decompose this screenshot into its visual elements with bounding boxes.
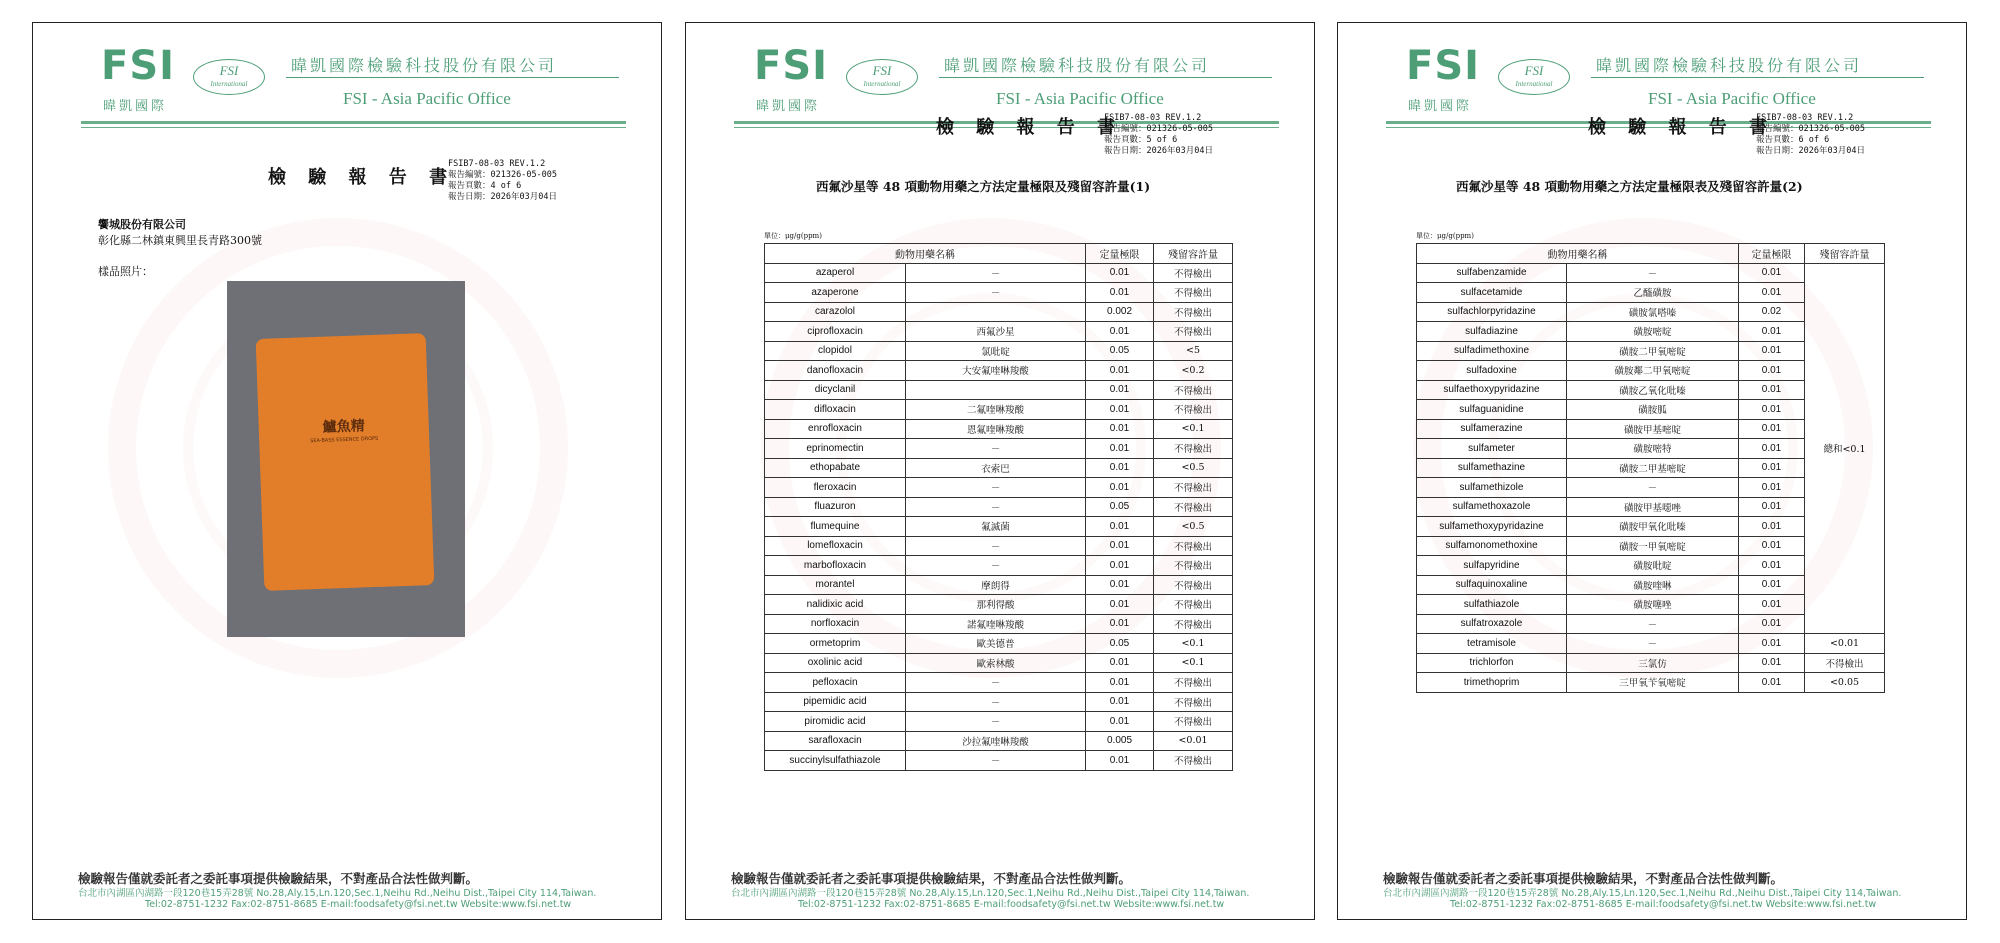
table-row (765, 497, 1233, 517)
drug-name-zh: － (906, 692, 1086, 712)
disclaimer: 檢驗報告僅就委託者之委託事項提供檢驗結果，不對產品合法性做判斷。 (1383, 871, 1784, 886)
drug-name-zh: 磺胺吡啶 (1567, 556, 1739, 576)
header-rule (81, 121, 626, 124)
loq-value: 0.01 (1086, 517, 1154, 537)
table-body (765, 263, 1233, 770)
fsi-international-emblem: FSI International (193, 59, 265, 95)
drug-name-zh: 乙醯磺胺 (1567, 283, 1739, 303)
loq-value: 0.01 (1086, 322, 1154, 342)
drug-name-en: difloxacin (765, 400, 906, 420)
drug-name-en: carazolol (765, 302, 906, 322)
logo-subtitle: 暐凱國際 (1408, 99, 1473, 114)
drug-name-en: sulfabenzamide (1417, 263, 1567, 283)
table-title: 西氟沙星等 48 項動物用藥之方法定量極限及殘留容許量(1) (816, 179, 1151, 194)
loq-value: 0.01 (1739, 595, 1805, 615)
drug-name-zh: － (906, 673, 1086, 693)
table-row (765, 712, 1233, 732)
drug-name-zh: 磺胺鄰二甲氧嘧啶 (1567, 361, 1739, 381)
disclaimer: 檢驗報告僅就委託者之委託事項提供檢驗結果，不對產品合法性做判斷。 (78, 871, 479, 886)
table-header-row (765, 244, 1233, 264)
letterhead (81, 37, 626, 137)
table-row (765, 673, 1233, 693)
mrl-value: 不得檢出 (1154, 673, 1233, 693)
loq-value: 0.01 (1086, 712, 1154, 732)
mrl-value: <0.5 (1154, 458, 1233, 478)
drug-name-zh: － (906, 283, 1086, 303)
drug-name-en: eprinomectin (765, 439, 906, 459)
loq-value: 0.01 (1739, 478, 1805, 498)
drug-name-en: sulfadimethoxine (1417, 341, 1567, 361)
table-row (765, 517, 1233, 537)
loq-value: 0.01 (1086, 673, 1154, 693)
mrl-value: 不得檢出 (1154, 478, 1233, 498)
header-mrl: 殘留容許量 (1154, 244, 1233, 264)
fsi-logo: FSI (754, 43, 829, 89)
product-subtitle: SEA-BASS ESSENCE DROPS (310, 435, 379, 445)
mrl-merged-value: 總和<0.1 (1805, 263, 1885, 634)
header-drug-name: 動物用藥名稱 (765, 244, 1086, 264)
disclaimer: 檢驗報告僅就委託者之委託事項提供檢驗結果，不對產品合法性做判斷。 (731, 871, 1132, 886)
company-name: 暐凱國際檢驗科技股份有限公司 (944, 56, 1211, 75)
drug-name-zh: － (1567, 263, 1739, 283)
mrl-value: <0.2 (1154, 361, 1233, 381)
mrl-value: <0.05 (1805, 673, 1885, 693)
product-pouch (256, 333, 435, 591)
drug-name-zh: 西氟沙星 (906, 322, 1086, 342)
loq-value: 0.01 (1086, 556, 1154, 576)
loq-value: 0.05 (1086, 634, 1154, 654)
company-name: 暐凱國際檢驗科技股份有限公司 (291, 56, 558, 75)
drug-name-en: trimethoprim (1417, 673, 1567, 693)
mrl-value: 不得檢出 (1154, 536, 1233, 556)
table-row (765, 575, 1233, 595)
table-row (765, 361, 1233, 381)
mrl-value: <5 (1154, 341, 1233, 361)
drug-name-en: sarafloxacin (765, 731, 906, 751)
drug-name-zh: 磺胺二甲氧嘧啶 (1567, 341, 1739, 361)
drug-name-en: succinylsulfathiazole (765, 751, 906, 771)
header-loq: 定量極限 (1739, 244, 1805, 264)
report-page-4 (32, 22, 662, 920)
loq-value: 0.01 (1739, 497, 1805, 517)
drug-name-en: ethopabate (765, 458, 906, 478)
client-address: 彰化縣二林鎮東興里長青路300號 (98, 234, 262, 247)
drug-name-en: nalidixic acid (765, 595, 906, 615)
fsi-logo: FSI (101, 43, 176, 89)
drug-name-en: sulfamethazine (1417, 458, 1567, 478)
drug-name-zh: 恩氟喹啉羧酸 (906, 419, 1086, 439)
fsi-logo: FSI (1406, 43, 1481, 89)
loq-value: 0.01 (1739, 458, 1805, 478)
table-row (765, 341, 1233, 361)
loq-value: 0.01 (1086, 692, 1154, 712)
drug-name-en: piromidic acid (765, 712, 906, 732)
loq-value: 0.01 (1086, 458, 1154, 478)
loq-value: 0.05 (1086, 341, 1154, 361)
sample-photo-label: 樣品照片： (98, 265, 153, 278)
loq-value: 0.01 (1086, 283, 1154, 303)
mrl-value: 不得檢出 (1154, 439, 1233, 459)
drug-limits-table (1416, 243, 1885, 693)
table-row (765, 380, 1233, 400)
drug-name-en: morantel (765, 575, 906, 595)
divider (286, 77, 619, 78)
mrl-value: 不得檢出 (1805, 653, 1885, 673)
table-row (1417, 263, 1885, 283)
table-row (765, 400, 1233, 420)
table-body (1417, 263, 1885, 692)
loq-value: 0.01 (1739, 263, 1805, 283)
loq-value: 0.01 (1739, 653, 1805, 673)
drug-name-zh: 三氯仿 (1567, 653, 1739, 673)
loq-value: 0.01 (1739, 517, 1805, 537)
drug-name-en: fleroxacin (765, 478, 906, 498)
mrl-value: 不得檢出 (1154, 692, 1233, 712)
drug-name-en: azaperone (765, 283, 906, 303)
table-row (765, 692, 1233, 712)
loq-value: 0.01 (1086, 653, 1154, 673)
mrl-value: 不得檢出 (1154, 302, 1233, 322)
office-name: FSI - Asia Pacific Office (996, 89, 1164, 108)
drug-name-en: sulfatroxazole (1417, 614, 1567, 634)
drug-name-en: clopidol (765, 341, 906, 361)
loq-value: 0.01 (1086, 380, 1154, 400)
drug-name-zh: 諾氟喹啉羧酸 (906, 614, 1086, 634)
table-row (765, 731, 1233, 751)
mrl-value: 不得檢出 (1154, 283, 1233, 303)
loq-value: 0.002 (1086, 302, 1154, 322)
mrl-value: <0.1 (1154, 419, 1233, 439)
mrl-value: 不得檢出 (1154, 556, 1233, 576)
drug-name-en: pipemidic acid (765, 692, 906, 712)
table-row (765, 478, 1233, 498)
drug-name-zh (906, 302, 1086, 322)
drug-name-en: sulfachlorpyridazine (1417, 302, 1567, 322)
drug-name-zh: 磺胺氯嗒嗪 (1567, 302, 1739, 322)
drug-name-zh: 那利得酸 (906, 595, 1086, 615)
drug-name-zh: － (906, 497, 1086, 517)
drug-name-zh: 磺胺嘧啶 (1567, 322, 1739, 342)
table-row (765, 614, 1233, 634)
drug-name-zh: － (1567, 614, 1739, 634)
fsi-international-emblem: FSI International (846, 59, 918, 95)
drug-name-en: lomefloxacin (765, 536, 906, 556)
mrl-value: <0.5 (1154, 517, 1233, 537)
drug-name-en: fluazuron (765, 497, 906, 517)
drug-name-zh: 磺胺喹啉 (1567, 575, 1739, 595)
office-name: FSI - Asia Pacific Office (343, 89, 511, 108)
loq-value: 0.01 (1086, 400, 1154, 420)
drug-name-zh: 磺胺甲基噁唑 (1567, 497, 1739, 517)
drug-name-zh: 磺胺乙氧化吡嗪 (1567, 380, 1739, 400)
unit-label: 單位：μg/g(ppm) (764, 232, 822, 240)
drug-name-zh: － (906, 536, 1086, 556)
product-name: 鱸魚精 (322, 418, 366, 436)
drug-name-zh: 沙拉氟喹啉羧酸 (906, 731, 1086, 751)
table-row (765, 283, 1233, 303)
logo-subtitle: 暐凱國際 (756, 99, 821, 114)
drug-name-en: ormetoprim (765, 634, 906, 654)
mrl-value: <0.1 (1154, 653, 1233, 673)
drug-name-zh: 氯吡啶 (906, 341, 1086, 361)
footer-address: 台北市內湖區內湖路一段120巷15弄28號 No.28,Aly.15,Ln.120,Sec.1,Neihu Rd.,Neihu Dist.,Taipei City 114,Taiwan. (731, 888, 1250, 899)
loq-value: 0.01 (1739, 400, 1805, 420)
drug-name-zh: 磺胺甲基嘧啶 (1567, 419, 1739, 439)
mrl-value: 不得檢出 (1154, 380, 1233, 400)
loq-value: 0.01 (1739, 614, 1805, 634)
drug-name-zh: 歐美德普 (906, 634, 1086, 654)
drug-name-en: sulfameter (1417, 439, 1567, 459)
drug-name-en: azaperol (765, 263, 906, 283)
loq-value: 0.01 (1739, 380, 1805, 400)
drug-name-en: tetramisole (1417, 634, 1567, 654)
table-row (765, 419, 1233, 439)
drug-name-zh: 二氟喹啉羧酸 (906, 400, 1086, 420)
drug-name-en: sulfaquinoxaline (1417, 575, 1567, 595)
drug-name-zh: 歐索林酸 (906, 653, 1086, 673)
table-row (765, 751, 1233, 771)
loq-value: 0.01 (1739, 536, 1805, 556)
report-meta: FSIB7-08-03 REV.1.2 報告編號：021326-05-005 報告頁數：4 of 6 報告日期：2026年03月04日 (448, 159, 558, 202)
drug-name-zh: 磺胺噻唑 (1567, 595, 1739, 615)
report-meta: FSIB7-08-03 REV.1.2 報告編號：021326-05-005 報告頁數：6 of 6 報告日期：2026年03月04日 (1756, 113, 1866, 156)
drug-name-en: enrofloxacin (765, 419, 906, 439)
drug-name-zh: － (906, 556, 1086, 576)
loq-value: 0.02 (1739, 302, 1805, 322)
loq-value: 0.01 (1739, 556, 1805, 576)
loq-value: 0.01 (1086, 419, 1154, 439)
drug-name-zh: 磺胺一甲氧嘧啶 (1567, 536, 1739, 556)
drug-name-en: sulfacetamide (1417, 283, 1567, 303)
loq-value: 0.01 (1086, 614, 1154, 634)
drug-name-en: sulfapyridine (1417, 556, 1567, 576)
table-row (765, 536, 1233, 556)
loq-value: 0.01 (1086, 536, 1154, 556)
sample-photo (227, 281, 465, 637)
loq-value: 0.01 (1086, 751, 1154, 771)
drug-name-zh: 氟滅菌 (906, 517, 1086, 537)
loq-value: 0.01 (1086, 439, 1154, 459)
company-name: 暐凱國際檢驗科技股份有限公司 (1596, 56, 1863, 75)
mrl-value: <0.01 (1805, 634, 1885, 654)
drug-name-zh: － (906, 751, 1086, 771)
loq-value: 0.01 (1739, 322, 1805, 342)
table-header-row (1417, 244, 1885, 264)
drug-name-zh: － (906, 712, 1086, 732)
loq-value: 0.01 (1086, 575, 1154, 595)
drug-name-en: sulfathiazole (1417, 595, 1567, 615)
report-page-6 (1337, 22, 1967, 920)
client-info (98, 217, 262, 249)
unit-label: 單位：μg/g(ppm) (1416, 232, 1474, 240)
loq-value: 0.01 (1739, 634, 1805, 654)
loq-value: 0.01 (1739, 439, 1805, 459)
table-row (765, 653, 1233, 673)
footer-contact: Tel:02-8751-1232 Fax:02-8751-8685 E-mail:foodsafety@fsi.net.tw Website:www.fsi.net.tw (798, 899, 1225, 910)
loq-value: 0.01 (1086, 361, 1154, 381)
mrl-value: 不得檢出 (1154, 497, 1233, 517)
table-row (1417, 673, 1885, 693)
drug-name-en: trichlorfon (1417, 653, 1567, 673)
header-loq: 定量極限 (1086, 244, 1154, 264)
mrl-value: 不得檢出 (1154, 263, 1233, 283)
drug-name-en: sulfaethoxypyridazine (1417, 380, 1567, 400)
drug-name-zh: 大安氟喹啉羧酸 (906, 361, 1086, 381)
client-name: 饗城股份有限公司 (98, 218, 186, 231)
mrl-value: 不得檢出 (1154, 575, 1233, 595)
header-drug-name: 動物用藥名稱 (1417, 244, 1739, 264)
drug-name-zh: 磺胺嘧特 (1567, 439, 1739, 459)
drug-name-en: danofloxacin (765, 361, 906, 381)
mrl-value: 不得檢出 (1154, 322, 1233, 342)
drug-name-zh: － (1567, 634, 1739, 654)
footer-address: 台北市內湖區內湖路一段120巷15弄28號 No.28,Aly.15,Ln.120,Sec.1,Neihu Rd.,Neihu Dist.,Taipei City 114,Taiwan. (78, 888, 597, 899)
report-title: 檢 驗 報 告 書 (268, 167, 456, 188)
table-row (765, 302, 1233, 322)
footer-contact: Tel:02-8751-1232 Fax:02-8751-8685 E-mail:foodsafety@fsi.net.tw Website:www.fsi.net.tw (145, 899, 572, 910)
loq-value: 0.01 (1739, 575, 1805, 595)
drug-name-en: flumequine (765, 517, 906, 537)
loq-value: 0.05 (1086, 497, 1154, 517)
mrl-value: 不得檢出 (1154, 614, 1233, 634)
table-row (765, 556, 1233, 576)
loq-value: 0.01 (1739, 341, 1805, 361)
mrl-value: <0.1 (1154, 634, 1233, 654)
loq-value: 0.01 (1086, 263, 1154, 283)
loq-value: 0.01 (1086, 478, 1154, 498)
table-row (1417, 653, 1885, 673)
table-row (765, 595, 1233, 615)
loq-value: 0.01 (1086, 595, 1154, 615)
mrl-value: 不得檢出 (1154, 400, 1233, 420)
drug-name-en: pefloxacin (765, 673, 906, 693)
drug-name-zh: － (906, 263, 1086, 283)
drug-name-zh: 三甲氧苄氧嘧啶 (1567, 673, 1739, 693)
table-row (765, 458, 1233, 478)
drug-name-zh: 磺胺甲氧化吡嗪 (1567, 517, 1739, 537)
drug-name-en: sulfamerazine (1417, 419, 1567, 439)
mrl-value: 不得檢出 (1154, 595, 1233, 615)
drug-name-en: sulfamethoxypyridazine (1417, 517, 1567, 537)
table-row (1417, 634, 1885, 654)
table-row (765, 439, 1233, 459)
report-title: 檢 驗 報 告 書 (1588, 117, 1776, 138)
table-row (765, 634, 1233, 654)
drug-name-en: sulfamethizole (1417, 478, 1567, 498)
logo-subtitle: 暐凱國際 (103, 99, 168, 114)
drug-limits-table (764, 243, 1233, 771)
mrl-value: <0.01 (1154, 731, 1233, 751)
drug-name-zh: 磺胺二甲基嘧啶 (1567, 458, 1739, 478)
mrl-value: 不得檢出 (1154, 751, 1233, 771)
report-title: 檢 驗 報 告 書 (936, 117, 1124, 138)
loq-value: 0.01 (1739, 419, 1805, 439)
drug-name-en: norfloxacin (765, 614, 906, 634)
drug-name-en: dicyclanil (765, 380, 906, 400)
office-name: FSI - Asia Pacific Office (1648, 89, 1816, 108)
report-meta: FSIB7-08-03 REV.1.2 報告編號：021326-05-005 報告頁數：5 of 6 報告日期：2026年03月04日 (1104, 113, 1214, 156)
table-title: 西氟沙星等 48 項動物用藥之方法定量極限表及殘留容許量(2) (1456, 179, 1803, 194)
drug-name-en: sulfadoxine (1417, 361, 1567, 381)
drug-name-en: ciprofloxacin (765, 322, 906, 342)
drug-name-en: sulfamonomethoxine (1417, 536, 1567, 556)
table-row (765, 263, 1233, 283)
drug-name-zh: － (1567, 478, 1739, 498)
drug-name-zh: 衣索巴 (906, 458, 1086, 478)
report-page-5 (685, 22, 1315, 920)
drug-name-zh (906, 380, 1086, 400)
drug-name-zh: － (906, 439, 1086, 459)
drug-name-en: oxolinic acid (765, 653, 906, 673)
divider (1591, 77, 1924, 78)
drug-name-en: sulfaguanidine (1417, 400, 1567, 420)
table-row (765, 322, 1233, 342)
footer-address: 台北市內湖區內湖路一段120巷15弄28號 No.28,Aly.15,Ln.120,Sec.1,Neihu Rd.,Neihu Dist.,Taipei City 114,Taiwan. (1383, 888, 1902, 899)
drug-name-zh: － (906, 478, 1086, 498)
loq-value: 0.01 (1739, 361, 1805, 381)
loq-value: 0.01 (1739, 283, 1805, 303)
loq-value: 0.01 (1739, 673, 1805, 693)
header-mrl: 殘留容許量 (1805, 244, 1885, 264)
drug-name-zh: 磺胺胍 (1567, 400, 1739, 420)
fsi-international-emblem: FSI International (1498, 59, 1570, 95)
drug-name-en: sulfadiazine (1417, 322, 1567, 342)
mrl-value: 不得檢出 (1154, 712, 1233, 732)
drug-name-en: sulfamethoxazole (1417, 497, 1567, 517)
footer-contact: Tel:02-8751-1232 Fax:02-8751-8685 E-mail:foodsafety@fsi.net.tw Website:www.fsi.net.tw (1450, 899, 1877, 910)
divider (939, 77, 1272, 78)
header-rule-thin (81, 127, 626, 128)
drug-name-zh: 摩朗得 (906, 575, 1086, 595)
drug-name-en: marbofloxacin (765, 556, 906, 576)
loq-value: 0.005 (1086, 731, 1154, 751)
